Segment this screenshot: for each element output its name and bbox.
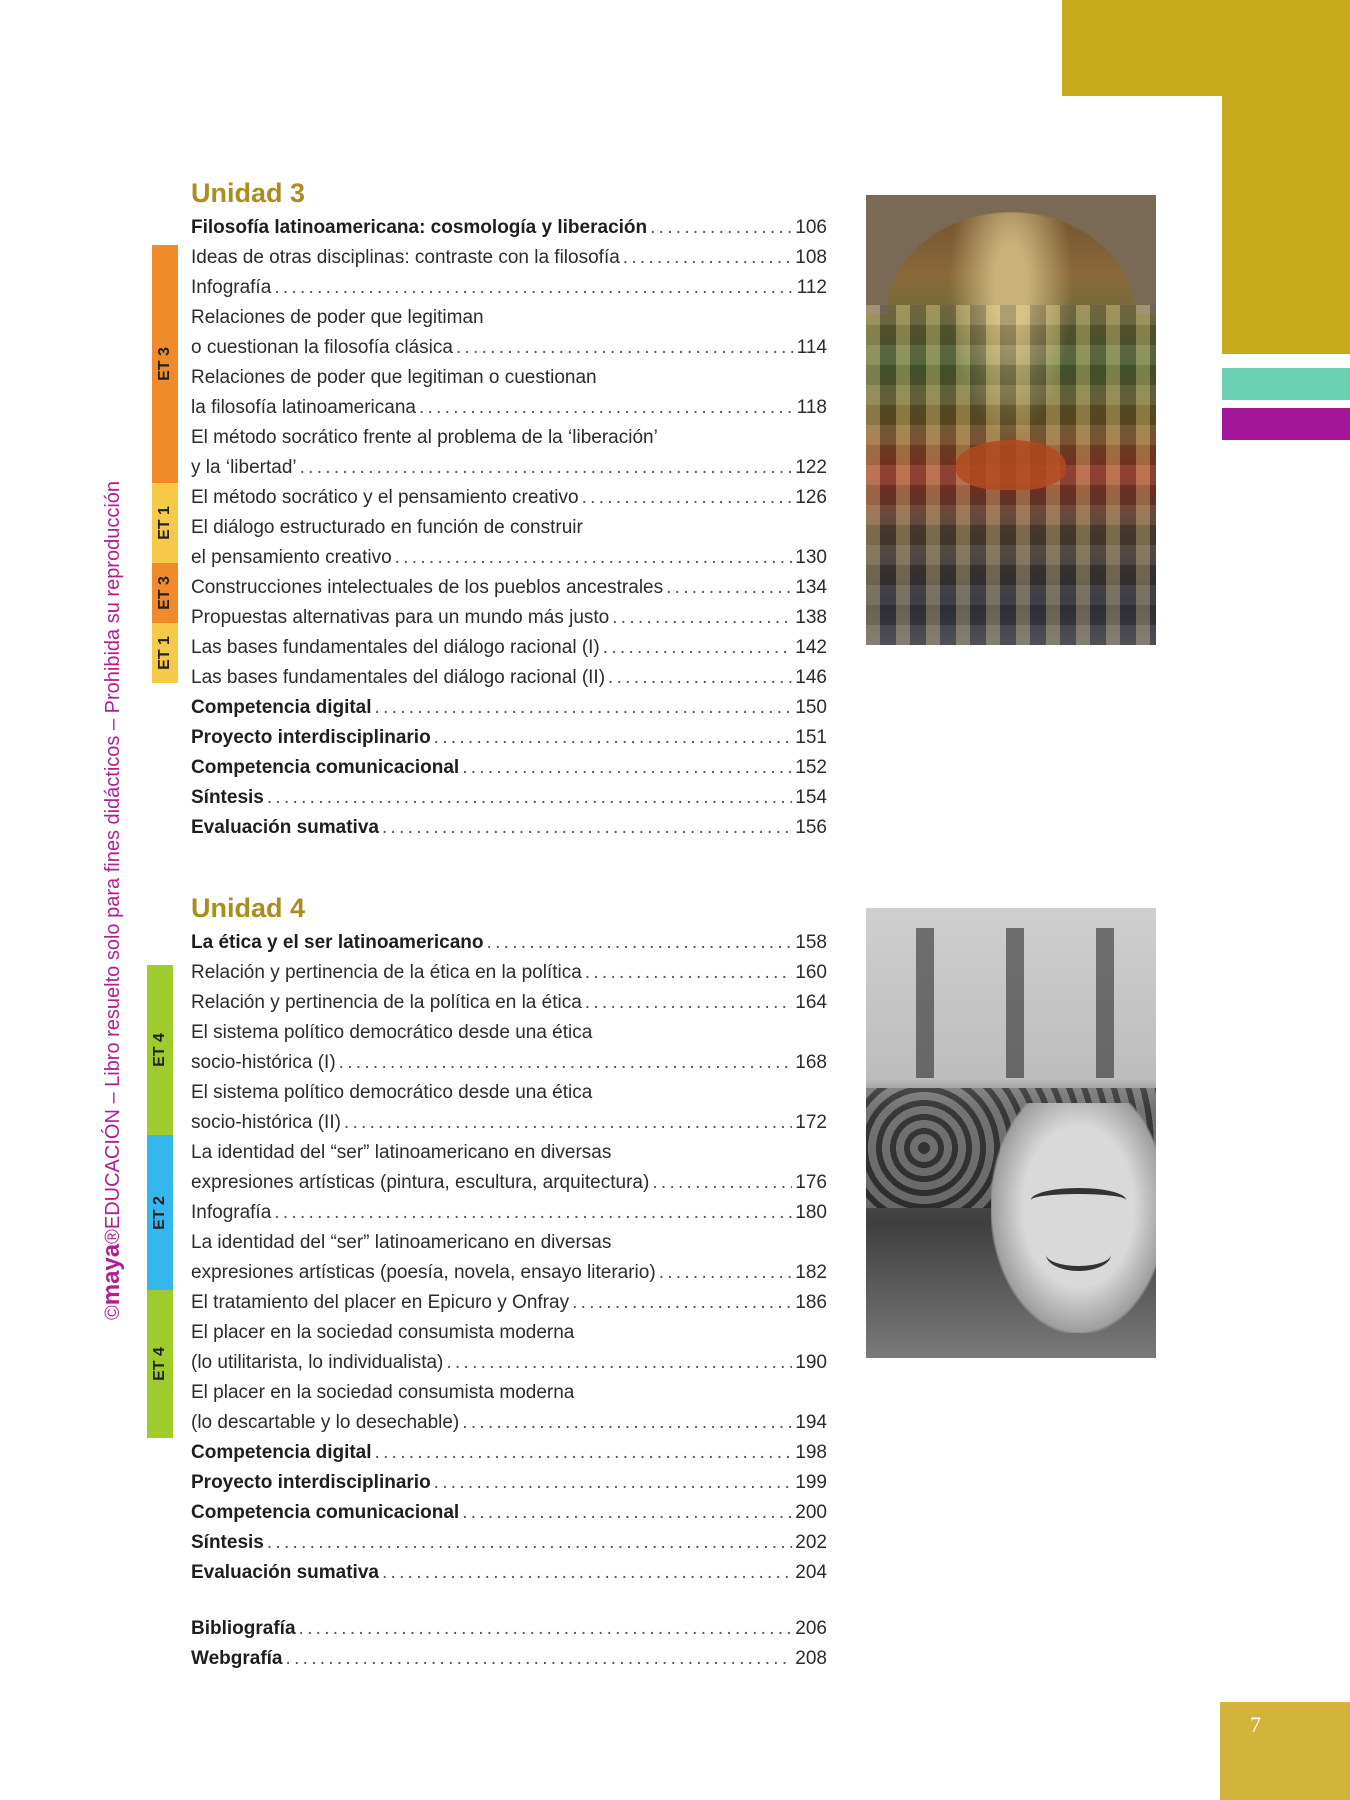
dot-leader <box>612 603 792 633</box>
toc-entry-title: Las bases fundamentales del diálogo racional (I) <box>191 637 600 658</box>
toc-entry-page: 160 <box>795 962 827 983</box>
dot-leader <box>487 928 793 958</box>
toc-entry <box>191 1528 827 1558</box>
dot-leader <box>608 663 792 693</box>
decor-block-top <box>1062 0 1350 96</box>
toc-entry-page: 114 <box>796 337 827 358</box>
dot-leader <box>274 273 793 303</box>
toc-entry-page: 154 <box>795 787 827 808</box>
dot-leader <box>434 1468 793 1498</box>
et-tab: ET 1 <box>152 623 178 683</box>
et-tab: ET 4 <box>147 965 173 1135</box>
toc-entry <box>191 513 827 573</box>
side-note-text: ®EDUCACIÓN – Libro resuelto solo para fines didácticos – Prohibida su reproducción <box>102 480 124 1244</box>
dot-leader <box>585 958 793 988</box>
dot-leader <box>666 573 792 603</box>
toc-entry-title: Competencia digital <box>191 697 372 718</box>
toc-entry-title: La identidad del “ser” latinoamericano en diversas <box>191 1142 612 1163</box>
dot-leader <box>382 813 792 843</box>
toc-entry <box>191 1498 827 1528</box>
toc-entry-page: 208 <box>795 1648 827 1669</box>
toc-entry-page: 194 <box>795 1412 827 1433</box>
toc-entry-page: 130 <box>795 547 827 568</box>
toc-entry-title: socio-histórica (II) <box>191 1112 341 1133</box>
toc-entry-page: 106 <box>795 217 827 238</box>
toc-entry <box>191 423 827 483</box>
et-tab: ET 2 <box>147 1135 173 1290</box>
toc-entry-page: 198 <box>795 1442 827 1463</box>
dot-leader <box>339 1048 793 1078</box>
toc-entry <box>191 1228 827 1288</box>
toc-entry-page: 200 <box>795 1502 827 1523</box>
toc-entry <box>191 988 827 1018</box>
et-tab: ET 3 <box>152 245 178 483</box>
dot-leader <box>659 1258 793 1288</box>
toc-entry <box>191 1614 827 1644</box>
protest-mask-image <box>866 908 1156 1358</box>
toc-entry <box>191 928 827 958</box>
toc-entry-page: 118 <box>796 397 827 418</box>
decor-bar-teal <box>1222 368 1350 400</box>
toc-entry-title: El método socrático frente al problema de la ‘liberación’ <box>191 427 658 448</box>
toc-entry <box>191 1078 827 1138</box>
toc-entry-page: 156 <box>795 817 827 838</box>
toc-entry-title: La identidad del “ser” latinoamericano en diversas <box>191 1232 612 1253</box>
dot-leader <box>572 1288 792 1318</box>
toc-entry <box>191 303 827 363</box>
toc-entry-title: El tratamiento del placer en Epicuro y Onfray <box>191 1292 570 1313</box>
toc-entry-title: Relación y pertinencia de la ética en la política <box>191 962 582 983</box>
toc-entry <box>191 783 827 813</box>
brand-logo: maya <box>98 1243 125 1306</box>
dot-leader <box>299 1614 793 1644</box>
toc-entry-title: Evaluación sumativa <box>191 1562 379 1583</box>
toc-entry-title: El diálogo estructurado en función de construir <box>191 517 583 538</box>
toc-entry-title: Relación y pertinencia de la política en la ética <box>191 992 582 1013</box>
toc-entry-page: 150 <box>795 697 827 718</box>
toc-entry-title: (lo descartable y lo desechable) <box>191 1412 460 1433</box>
toc-entry-page: 152 <box>795 757 827 778</box>
toc-entry-page: 172 <box>795 1112 827 1133</box>
toc-entry-title: Relaciones de poder que legitiman o cuestionan <box>191 367 597 388</box>
toc-entry <box>191 723 827 753</box>
toc-entry-title: la filosofía latinoamericana <box>191 397 416 418</box>
toc-entry-page: 204 <box>795 1562 827 1583</box>
toc-entry-page: 138 <box>795 607 827 628</box>
toc-entry-title: Proyecto interdisciplinario <box>191 1472 431 1493</box>
toc-entry-page: 112 <box>796 277 827 298</box>
toc-entry-title: Ideas de otras disciplinas: contraste con la filosofía <box>191 247 620 268</box>
toc-entry-title: El método socrático y el pensamiento creativo <box>191 487 579 508</box>
toc-entry <box>191 1378 827 1438</box>
toc-entry-title: El placer en la sociedad consumista moderna <box>191 1322 575 1343</box>
toc-entry-title: Las bases fundamentales del diálogo racional (II) <box>191 667 606 688</box>
dot-leader <box>446 1348 792 1378</box>
dot-leader <box>434 723 793 753</box>
dot-leader <box>603 633 793 663</box>
dot-leader <box>274 1198 792 1228</box>
toc-entry <box>191 213 827 243</box>
decor-bar-gold <box>1222 96 1350 354</box>
toc-entry-title: Síntesis <box>191 1532 264 1553</box>
toc-entry-page: 108 <box>795 247 827 268</box>
toc-entry <box>191 483 827 513</box>
dot-leader <box>300 453 793 483</box>
toc-entry-page: 206 <box>795 1618 827 1639</box>
toc-entry <box>191 663 827 693</box>
side-copyright-note <box>98 481 126 1320</box>
dot-leader <box>267 1528 792 1558</box>
toc-entry-page: 190 <box>795 1352 827 1373</box>
toc-entry <box>191 603 827 633</box>
toc-entry <box>191 1198 827 1228</box>
toc-entry <box>191 243 827 273</box>
toc-entry-title: Infografía <box>191 1202 272 1223</box>
toc-entry <box>191 1288 827 1318</box>
toc-entry-title: Filosofía latinoamericana: cosmología y liberación <box>191 217 648 238</box>
toc-entry-title: Webgrafía <box>191 1648 283 1669</box>
toc-entry-title: socio-histórica (I) <box>191 1052 336 1073</box>
toc-entry <box>191 573 827 603</box>
toc-entry-title: o cuestionan la filosofía clásica <box>191 337 453 358</box>
toc-entry-title: Propuestas alternativas para un mundo más justo <box>191 607 610 628</box>
dot-leader <box>395 543 793 573</box>
toc-entry-page: 151 <box>795 727 827 748</box>
copyright-symbol: © <box>102 1305 124 1320</box>
toc-entry-page: 180 <box>795 1202 827 1223</box>
toc-appendix <box>191 1614 827 1674</box>
toc-entry <box>191 273 827 303</box>
dot-leader <box>382 1558 792 1588</box>
toc-entry-title: El sistema político democrático desde una ética <box>191 1022 593 1043</box>
dot-leader <box>650 213 792 243</box>
toc-entry-page: 202 <box>795 1532 827 1553</box>
dot-leader <box>462 1408 792 1438</box>
toc-entry <box>191 1138 827 1198</box>
toc-entry-title: expresiones artísticas (poesía, novela, ensayo literario) <box>191 1262 656 1283</box>
dot-leader <box>267 783 792 813</box>
toc-entry-title: Relaciones de poder que legitiman <box>191 307 484 328</box>
dot-leader <box>582 483 793 513</box>
toc-entry-page: 199 <box>795 1472 827 1493</box>
toc-entry-title: Infografía <box>191 277 272 298</box>
mural-image <box>866 195 1156 645</box>
toc-entry <box>191 958 827 988</box>
dot-leader <box>375 1438 793 1468</box>
toc-entry <box>191 1558 827 1588</box>
dot-leader <box>585 988 793 1018</box>
dot-leader <box>462 1498 792 1528</box>
et-tab: ET 3 <box>152 563 178 623</box>
toc-entry-page: 176 <box>795 1172 827 1193</box>
toc-entry-page: 146 <box>795 667 827 688</box>
decor-bar-magenta <box>1222 408 1350 440</box>
toc-entry-title: expresiones artísticas (pintura, escultura, arquitectura) <box>191 1172 650 1193</box>
dot-leader <box>286 1644 793 1674</box>
toc-entry-page: 182 <box>795 1262 827 1283</box>
toc-entry-title: Bibliografía <box>191 1618 296 1639</box>
toc-entry-page: 134 <box>795 577 827 598</box>
dot-leader <box>623 243 793 273</box>
toc-entry-title: Proyecto interdisciplinario <box>191 727 431 748</box>
toc-entry-title: el pensamiento creativo <box>191 547 392 568</box>
dot-leader <box>344 1108 792 1138</box>
toc-entry-title: y la ‘libertad’ <box>191 457 297 478</box>
toc-entry-title: La ética y el ser latinoamericano <box>191 932 484 953</box>
toc-entry-page: 164 <box>795 992 827 1013</box>
toc-entry-title: Construcciones intelectuales de los pueblos ancestrales <box>191 577 664 598</box>
toc-entry <box>191 1018 827 1078</box>
toc-entry <box>191 693 827 723</box>
toc-entry-title: El placer en la sociedad consumista moderna <box>191 1382 575 1403</box>
dot-leader <box>375 693 793 723</box>
dot-leader <box>419 393 794 423</box>
dot-leader <box>652 1168 792 1198</box>
toc-entry <box>191 753 827 783</box>
toc-entry-title: Competencia comunicacional <box>191 757 460 778</box>
toc-unit-3 <box>191 213 827 843</box>
toc-entry-page: 158 <box>795 932 827 953</box>
et-tab: ET 1 <box>152 483 178 563</box>
toc-entry-title: Evaluación sumativa <box>191 817 379 838</box>
dot-leader <box>456 333 794 363</box>
toc-entry <box>191 813 827 843</box>
unit-3-title: Unidad 3 <box>191 178 306 208</box>
toc-entry-page: 122 <box>795 457 827 478</box>
toc-entry <box>191 1468 827 1498</box>
toc-entry <box>191 1644 827 1674</box>
toc-entry-title: (lo utilitarista, lo individualista) <box>191 1352 444 1373</box>
unit-4-title: Unidad 4 <box>191 893 306 923</box>
toc-entry-page: 186 <box>795 1292 827 1313</box>
toc-entry-title: Competencia digital <box>191 1442 372 1463</box>
toc-entry <box>191 1318 827 1378</box>
toc-unit-4 <box>191 928 827 1588</box>
et-tab: ET 4 <box>147 1290 173 1438</box>
page-number-box <box>1220 1702 1350 1800</box>
toc-entry-page: 168 <box>795 1052 827 1073</box>
toc-entry-title: Competencia comunicacional <box>191 1502 460 1523</box>
toc-entry-page: 126 <box>795 487 827 508</box>
toc-entry-title: Síntesis <box>191 787 264 808</box>
toc-entry-page: 142 <box>795 637 827 658</box>
page-number: 7 <box>1250 1712 1261 1737</box>
toc-entry <box>191 363 827 423</box>
toc-entry <box>191 1438 827 1468</box>
dot-leader <box>462 753 792 783</box>
toc-entry-title: El sistema político democrático desde una ética <box>191 1082 593 1103</box>
toc-entry <box>191 633 827 663</box>
